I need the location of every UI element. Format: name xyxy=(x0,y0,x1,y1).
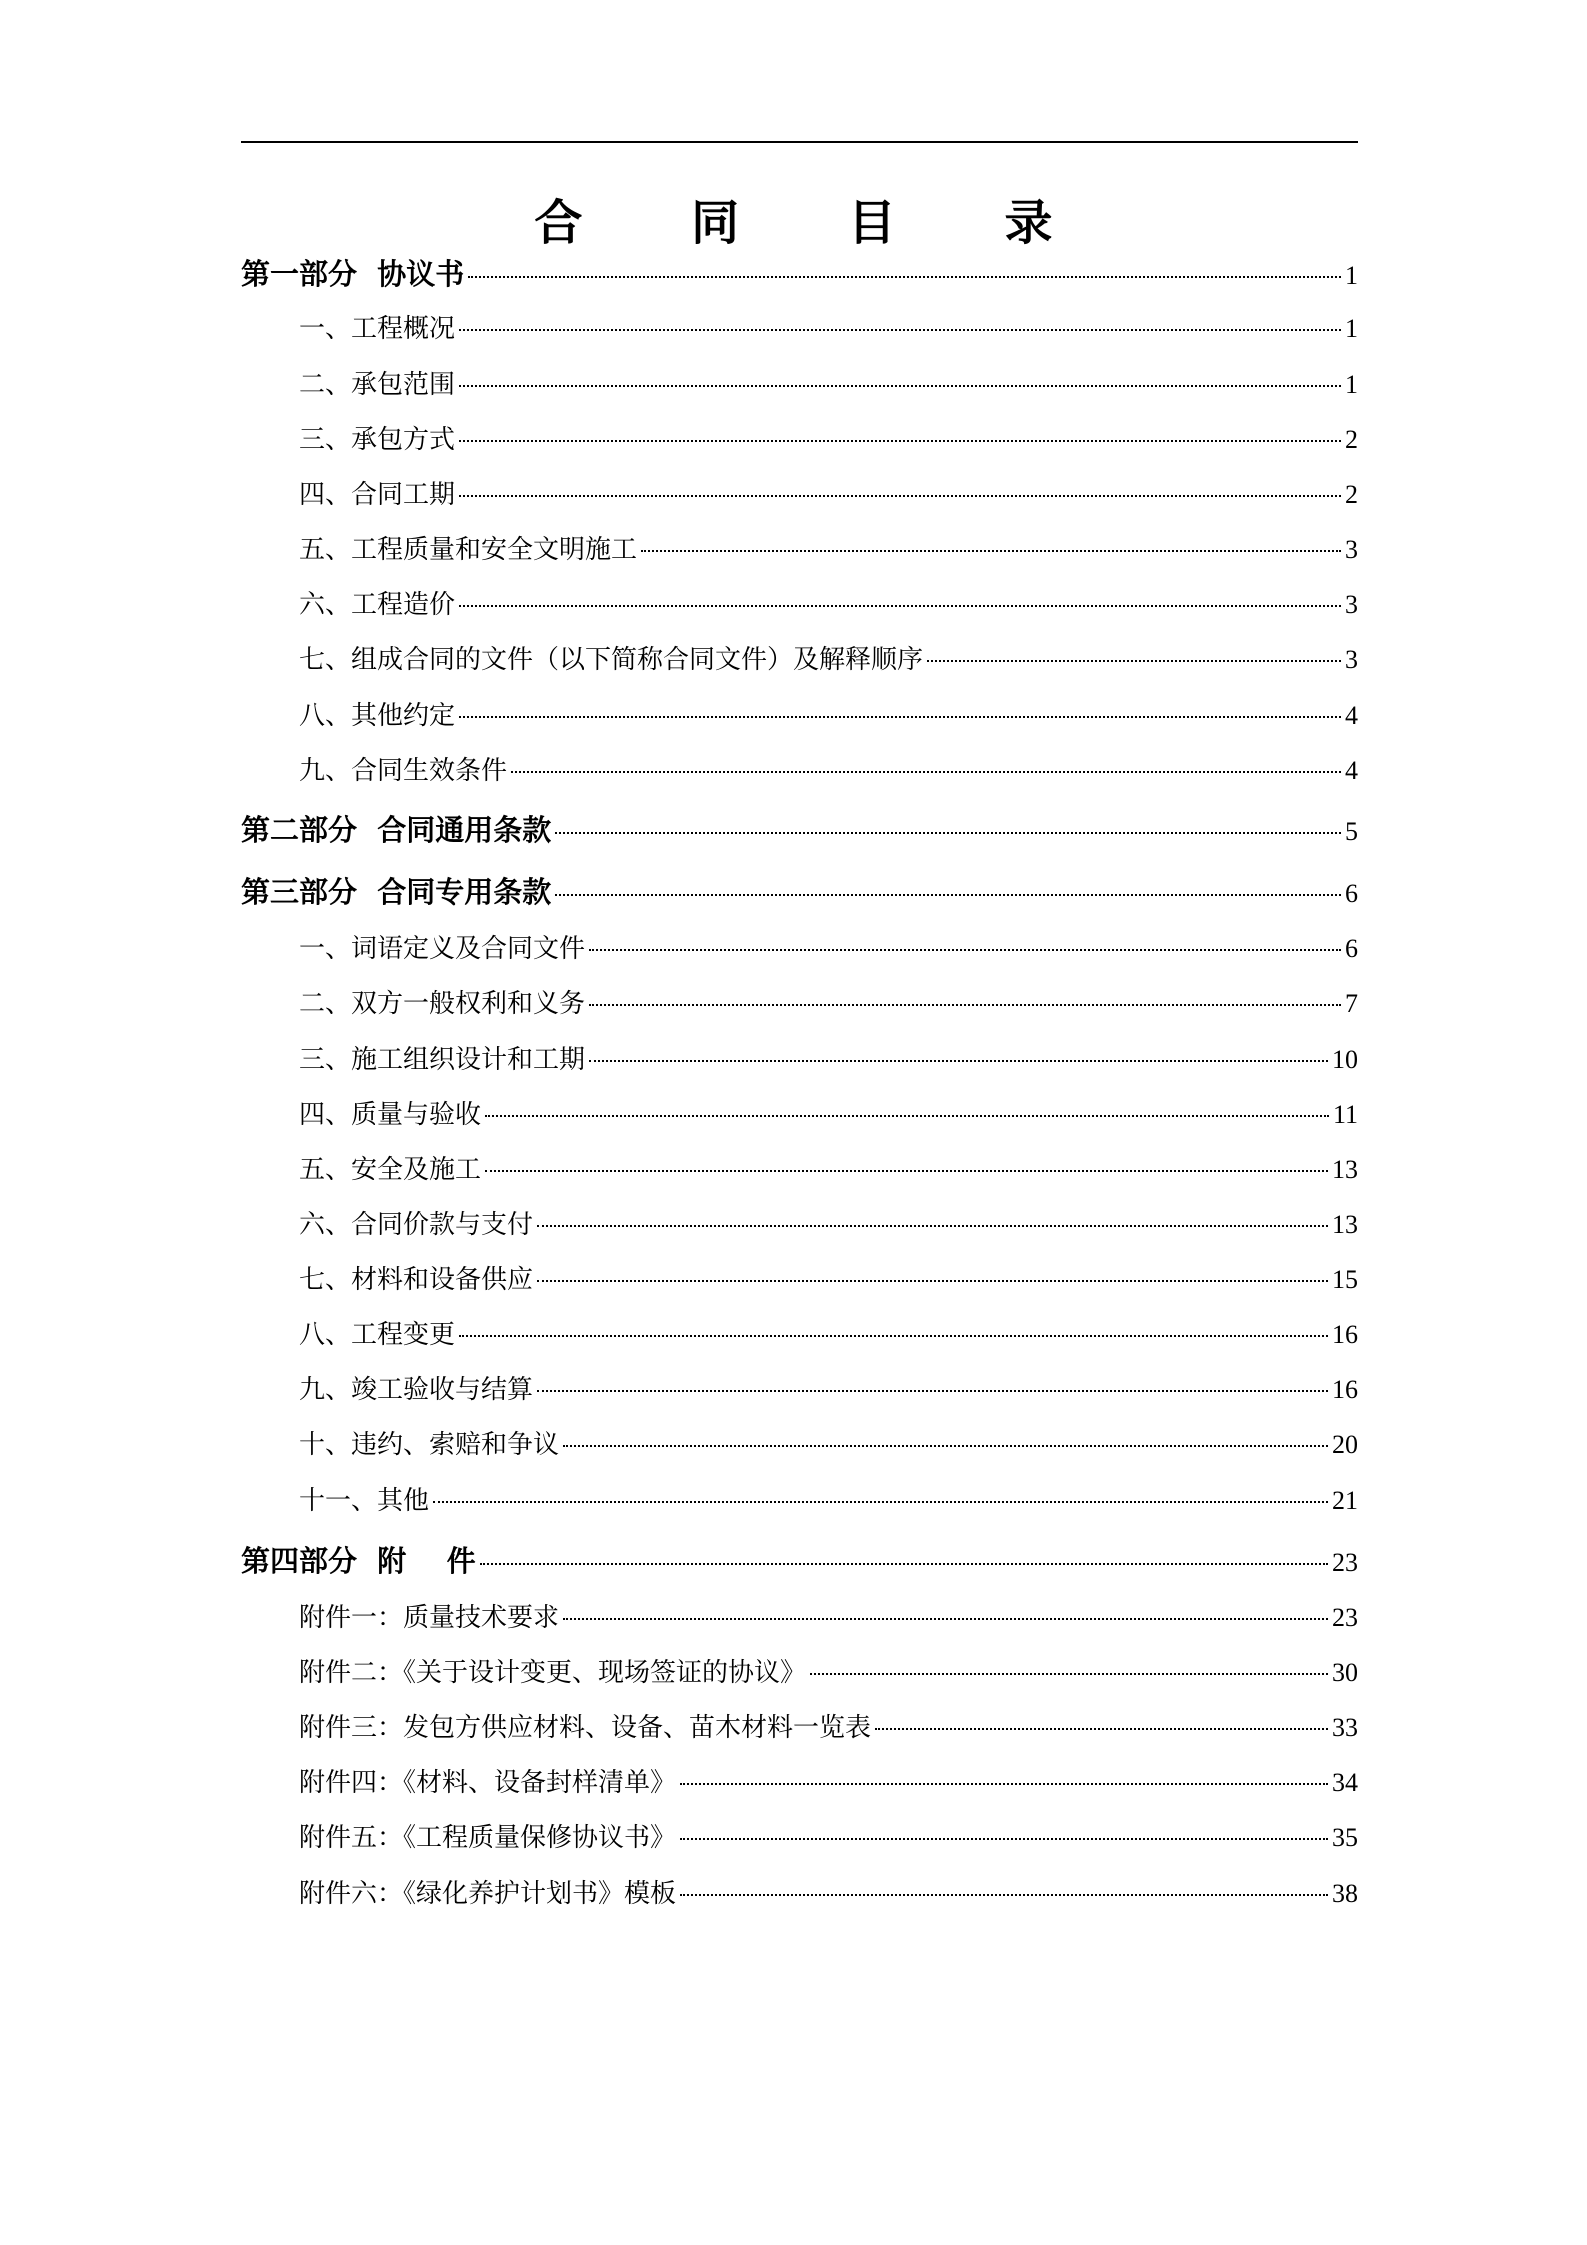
dot-leader xyxy=(589,1004,1341,1006)
toc-entry xyxy=(299,419,1358,463)
dot-leader xyxy=(810,1673,1328,1675)
toc-entry xyxy=(299,1424,1358,1468)
toc-entry-label: 一、词语定义及合同文件 xyxy=(299,934,586,964)
dot-leader xyxy=(459,495,1341,497)
toc-entry-label: 二、双方一般权利和义务 xyxy=(299,989,586,1019)
toc-page-number: 20 xyxy=(1332,1430,1358,1459)
toc-entry-label: 四、合同工期 xyxy=(299,480,456,510)
toc-entry xyxy=(299,750,1358,794)
toc-entry-label: 五、安全及施工 xyxy=(299,1155,482,1185)
toc-entry-label: 六、工程造价 xyxy=(299,590,456,620)
toc-entry-label: 十一、其他 xyxy=(299,1486,430,1516)
toc-page-number: 16 xyxy=(1332,1320,1358,1349)
toc-entry-label: 八、其他约定 xyxy=(299,701,456,731)
toc-entry xyxy=(299,1817,1358,1861)
toc-entry xyxy=(299,584,1358,628)
toc-entry xyxy=(299,1039,1358,1083)
dot-leader xyxy=(459,329,1341,331)
toc-page-number: 1 xyxy=(1345,370,1358,399)
toc-page-number: 38 xyxy=(1332,1879,1358,1908)
toc-page-number: 2 xyxy=(1345,425,1358,454)
dot-leader xyxy=(563,1618,1328,1620)
toc-page-number: 34 xyxy=(1332,1768,1358,1797)
dot-leader xyxy=(875,1728,1328,1730)
toc-page-number: 1 xyxy=(1345,261,1358,290)
toc-entry-label: 九、合同生效条件 xyxy=(299,756,508,786)
toc-entry-label: 附件一：质量技术要求 xyxy=(299,1603,560,1633)
dot-leader xyxy=(459,605,1341,607)
toc-page-number: 16 xyxy=(1332,1375,1358,1404)
toc-entry-label: 六、合同价款与支付 xyxy=(299,1210,534,1240)
dot-leader xyxy=(480,1563,1328,1565)
dot-leader xyxy=(537,1225,1328,1227)
toc-entry xyxy=(299,1707,1358,1751)
toc-part-entry xyxy=(241,252,1358,296)
toc-entry-label: 七、材料和设备供应 xyxy=(299,1265,534,1295)
toc-entry xyxy=(299,1094,1358,1138)
dot-leader xyxy=(459,385,1341,387)
toc-entry xyxy=(299,639,1358,683)
toc-entry-label: 八、工程变更 xyxy=(299,1320,456,1350)
toc-entry-label: 附件五：《工程质量保修协议书》 xyxy=(299,1823,677,1853)
dot-leader xyxy=(563,1445,1328,1447)
dot-leader xyxy=(680,1894,1328,1896)
toc-entry-label: 四、质量与验收 xyxy=(299,1100,482,1130)
dot-leader xyxy=(641,550,1341,552)
toc-entry-label: 二、承包范围 xyxy=(299,370,456,400)
toc-page-number: 1 xyxy=(1345,314,1358,343)
toc-entry xyxy=(299,1873,1358,1917)
toc-entry-label: 一、工程概况 xyxy=(299,314,456,344)
toc-page-number: 35 xyxy=(1332,1823,1358,1852)
toc-page-number: 13 xyxy=(1332,1155,1358,1184)
toc-entry-label: 三、承包方式 xyxy=(299,425,456,455)
toc-page-number: 2 xyxy=(1345,480,1358,509)
toc-entry-label: 第二部分 合同通用条款 xyxy=(241,813,552,847)
toc-page-number: 30 xyxy=(1332,1658,1358,1687)
toc-part-entry xyxy=(241,808,1358,852)
toc-entry-label: 第一部分 协议书 xyxy=(241,257,465,291)
toc-page-number: 33 xyxy=(1332,1713,1358,1742)
toc-entry-label: 第四部分 附 件 xyxy=(241,1544,476,1578)
toc-entry xyxy=(299,1314,1358,1358)
toc-page-number: 7 xyxy=(1345,989,1358,1018)
toc-page-number: 3 xyxy=(1345,590,1358,619)
toc-page-number: 4 xyxy=(1345,756,1358,785)
toc-page-number: 6 xyxy=(1345,934,1358,963)
toc-page-number: 5 xyxy=(1345,817,1358,846)
toc-entry-label: 五、工程质量和安全文明施工 xyxy=(299,535,638,565)
toc-entry-label: 第三部分 合同专用条款 xyxy=(241,875,552,909)
dot-leader xyxy=(589,1060,1328,1062)
toc-page-number: 3 xyxy=(1345,645,1358,674)
dot-leader xyxy=(555,832,1341,834)
toc-page-number: 21 xyxy=(1332,1486,1358,1515)
toc-entry-label: 附件四：《材料、设备封样清单》 xyxy=(299,1768,677,1798)
toc-entry xyxy=(299,364,1358,408)
dot-leader xyxy=(433,1501,1328,1503)
toc-entry xyxy=(299,983,1358,1027)
toc-entry xyxy=(299,1259,1358,1303)
toc-page-number: 23 xyxy=(1332,1548,1358,1577)
toc-entry-label: 七、组成合同的文件（以下简称合同文件）及解释顺序 xyxy=(299,645,924,675)
dot-leader xyxy=(468,276,1341,278)
toc-entry xyxy=(299,529,1358,573)
toc-entry xyxy=(299,695,1358,739)
dot-leader xyxy=(555,894,1341,896)
dot-leader xyxy=(459,1335,1328,1337)
toc-entry xyxy=(299,1652,1358,1696)
toc-entry xyxy=(299,1204,1358,1248)
toc-entry xyxy=(299,1369,1358,1413)
toc-entry xyxy=(299,474,1358,518)
toc-page-number: 4 xyxy=(1345,701,1358,730)
dot-leader xyxy=(511,771,1341,773)
dot-leader xyxy=(680,1783,1328,1785)
toc-entry-label: 附件六：《绿化养护计划书》模板 xyxy=(299,1879,677,1909)
toc-entry xyxy=(299,1597,1358,1641)
toc-part-entry xyxy=(241,870,1358,914)
toc-entry xyxy=(299,928,1358,972)
dot-leader xyxy=(589,949,1341,951)
toc-entry-label: 三、施工组织设计和工期 xyxy=(299,1045,586,1075)
toc-entry xyxy=(299,308,1358,352)
dot-leader xyxy=(537,1280,1328,1282)
toc-page-number: 23 xyxy=(1332,1603,1358,1632)
toc-entry xyxy=(299,1149,1358,1193)
toc-page-number: 15 xyxy=(1332,1265,1358,1294)
dot-leader xyxy=(459,440,1341,442)
dot-leader xyxy=(459,716,1341,718)
toc-entry-label: 九、竣工验收与结算 xyxy=(299,1375,534,1405)
toc-entry xyxy=(299,1762,1358,1806)
dot-leader xyxy=(927,660,1341,662)
toc-page-number: 10 xyxy=(1332,1045,1358,1074)
dot-leader xyxy=(485,1115,1329,1117)
toc-entry-label: 附件三：发包方供应材料、设备、苗木材料一览表 xyxy=(299,1713,872,1743)
toc-page-number: 3 xyxy=(1345,535,1358,564)
page-title: 合 同 目 录 xyxy=(534,195,1099,251)
toc-part-entry xyxy=(241,1539,1358,1583)
dot-leader xyxy=(485,1170,1328,1172)
toc-page-number: 11 xyxy=(1332,1100,1358,1129)
dot-leader xyxy=(537,1390,1328,1392)
toc-entry-label: 附件二：《关于设计变更、现场签证的协议》 xyxy=(299,1658,807,1688)
toc-entry xyxy=(299,1480,1358,1524)
toc-page-number: 6 xyxy=(1345,879,1358,908)
toc-page-number: 13 xyxy=(1332,1210,1358,1239)
dot-leader xyxy=(680,1838,1328,1840)
toc-entry-label: 十、违约、索赔和争议 xyxy=(299,1430,560,1460)
